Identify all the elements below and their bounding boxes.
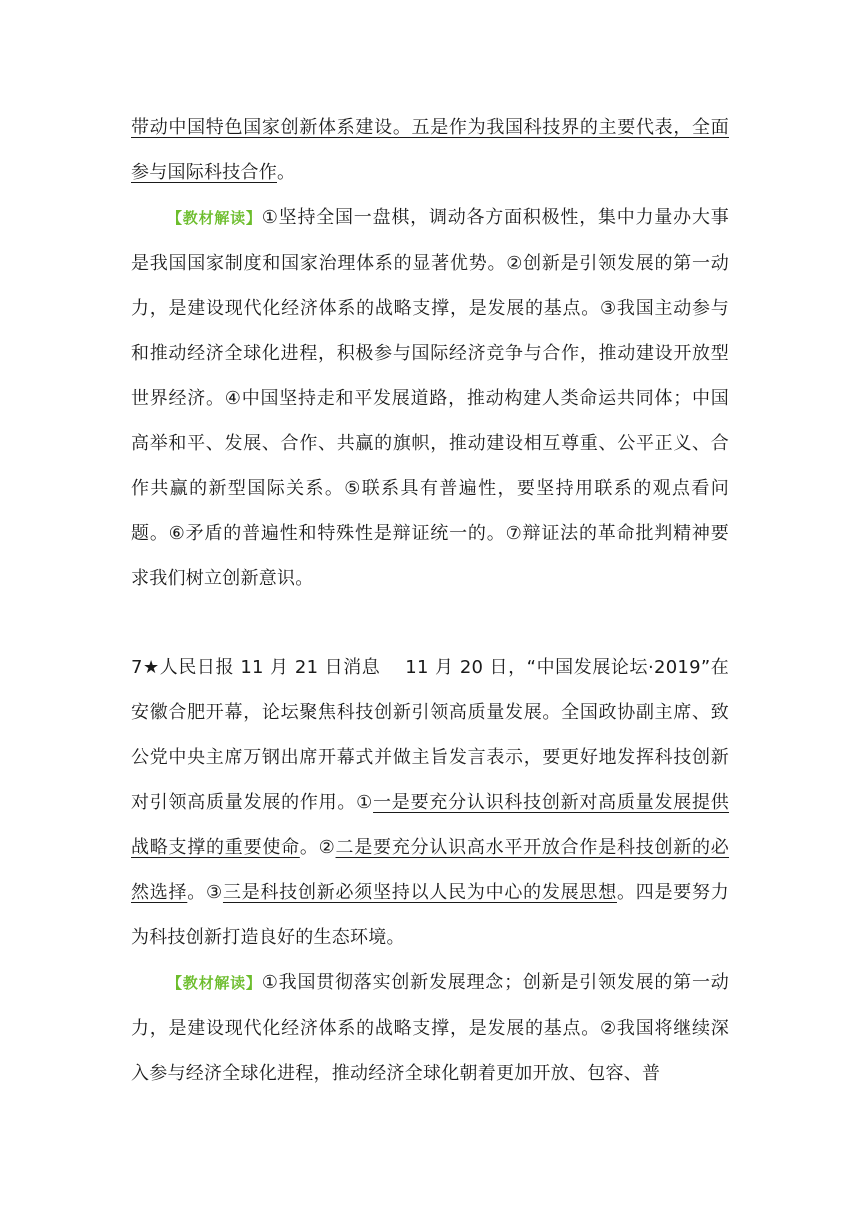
textbook-interpretation-label: 【教材解读】: [167, 209, 262, 227]
question-7-paragraph: [131, 645, 729, 960]
underlined-text: 一是要充分认识科技创新对高质量发展提供战略支撑的重要使命: [131, 792, 730, 858]
textbook-interpretation-paragraph: [131, 960, 729, 1096]
paragraph-text: ①坚持全国一盘棋，调动各方面积极性，集中力量办大事是我国国家制度和国家治理体系的显著优势。②创新是引领发展的第一动力，是建设现代化经济体系的战略支撑，是发展的基点。③我国主动参与和推动经济全球化进程，积极参与国际经济竞争与合作，推动建设开放型世界经济。④中国坚持走和平发展道路，推动构建人类命运共同体；中国高举和平、发展、合作、共赢的旗帜，推动建设相互尊重、公平正义、合作共赢的新型国际关系。⑤联系具有普遍性，要坚持用联系的观点看问题。⑥矛盾的普遍性和特殊性是辩证统一的。⑦辩证法的革命批判精神要求我们树立创新意识。: [131, 207, 729, 589]
paragraph-text: 7★人民日报 11 月 21 日消息 11 月 20 日，“中国发展论坛·2019”在安徽合肥开幕，论坛聚焦科技创新引领高质量发展。全国政协副主席、致公党中央主席万钢出席开幕式并做主旨发言表示，要更好地发挥科技创新对引领高质量发展的作用。①: [131, 657, 729, 813]
paragraph-text: ①我国贯彻落实创新发展理念；创新是引领发展的第一动力，是建设现代化经济体系的战略支撑，是发展的基点。②我国将继续深入参与经济全球化进程，推动经济全球化朝着更加开放、包容、普: [131, 972, 729, 1084]
paragraph-continuation: [131, 105, 729, 195]
paragraph-text: 。: [277, 162, 296, 183]
underlined-text: 二是要充分认识高水平开放合作是科技创新的必然选择: [131, 837, 730, 903]
paragraph-text: 。②: [299, 837, 336, 858]
textbook-interpretation-label: 【教材解读】: [167, 974, 262, 992]
paragraph-text: 。四是要努力为科技创新打造良好的生态环境。: [131, 882, 730, 948]
underlined-text: 带动中国特色国家创新体系建设。五是作为我国科技界的主要代表，全面参与国际科技合作: [131, 117, 729, 183]
paragraph-text: 。③: [187, 882, 223, 903]
textbook-interpretation-paragraph: [131, 195, 729, 601]
underlined-text: 三是科技创新必须坚持以人民为中心的发展思想: [222, 882, 617, 903]
